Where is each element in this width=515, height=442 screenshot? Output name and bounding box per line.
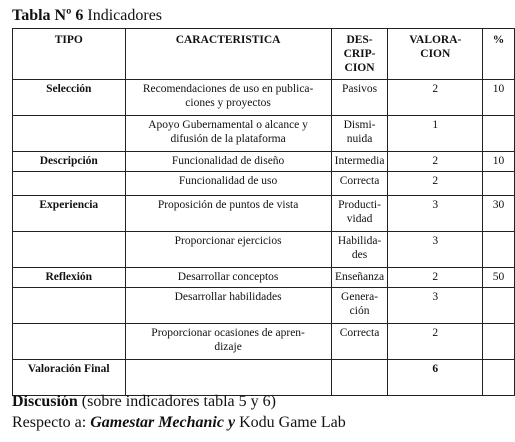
table-row	[13, 116, 515, 152]
valoracion-cell: 1	[388, 116, 483, 152]
discussion-label: Discusión	[12, 393, 78, 410]
respecto-prefix: Respecto a:	[12, 414, 91, 431]
final-valoracion: 6	[388, 360, 483, 396]
tipo-cell	[13, 232, 126, 268]
pct-cell	[483, 324, 515, 360]
caracteristica-cell: Proporcionar ocasiones de apren- dizaje	[125, 324, 331, 360]
table-row	[13, 152, 515, 172]
table-caption	[12, 6, 162, 26]
caracteristica-cell: Proposición de puntos de vista	[125, 196, 331, 232]
pct-cell: 10	[483, 80, 515, 116]
header-pct: %	[483, 29, 515, 80]
pct-cell: 50	[483, 268, 515, 288]
final-row	[13, 360, 515, 396]
tipo-cell: Reflexión	[13, 268, 126, 288]
table-row	[13, 196, 515, 232]
tipo-cell: Selección	[13, 80, 126, 116]
respecto-line	[12, 413, 346, 433]
table-row	[13, 288, 515, 324]
valoracion-cell: 3	[388, 232, 483, 268]
caracteristica-cell: Recomendaciones de uso en publica- ciones y proyectos	[125, 80, 331, 116]
descripcion-cell: Correcta	[331, 172, 388, 196]
caracteristica-cell: Funcionalidad de uso	[125, 172, 331, 196]
pct-cell	[483, 172, 515, 196]
descripcion-cell: Habilida- des	[331, 232, 388, 268]
table-number: Tabla Nº 6	[12, 7, 84, 24]
descripcion-cell: Correcta	[331, 324, 388, 360]
valoracion-cell: 2	[388, 172, 483, 196]
header-row	[13, 29, 515, 80]
discussion-line	[12, 392, 276, 412]
table-title: Indicadores	[83, 7, 163, 24]
valoracion-cell: 3	[388, 196, 483, 232]
caracteristica-cell: Desarrollar conceptos	[125, 268, 331, 288]
pct-cell: 30	[483, 196, 515, 232]
pct-cell: 10	[483, 152, 515, 172]
tipo-cell	[13, 324, 126, 360]
pct-cell	[483, 288, 515, 324]
valoracion-cell: 3	[388, 288, 483, 324]
valoracion-cell: 2	[388, 152, 483, 172]
descripcion-cell: Intermedia	[331, 152, 388, 172]
table-row	[13, 268, 515, 288]
final-empty-cell	[331, 360, 388, 396]
caracteristica-cell: Funcionalidad de diseño	[125, 152, 331, 172]
header-caracteristica: CARACTERISTICA	[125, 29, 331, 80]
indicators-table	[12, 28, 515, 396]
tipo-cell	[13, 116, 126, 152]
final-empty-cell	[125, 360, 331, 396]
valoracion-cell: 2	[388, 324, 483, 360]
discussion-text: (sobre indicadores tabla 5 y 6)	[77, 393, 276, 410]
tipo-cell	[13, 172, 126, 196]
header-valoracion: VALORA- CION	[388, 29, 483, 80]
valoracion-cell: 2	[388, 80, 483, 116]
table-row	[13, 324, 515, 360]
header-tipo: TIPO	[13, 29, 126, 80]
table-row	[13, 172, 515, 196]
tipo-cell: Experiencia	[13, 196, 126, 232]
descripcion-cell: Pasivos	[331, 80, 388, 116]
final-label: Valoración Final	[13, 360, 126, 396]
game-gamestar: Gamestar Mechanic y	[90, 414, 236, 431]
table-row	[13, 232, 515, 268]
game-kodu: Kodu Game Lab	[235, 414, 346, 431]
pct-cell	[483, 116, 515, 152]
valoracion-cell: 2	[388, 268, 483, 288]
caracteristica-cell: Proporcionar ejercicios	[125, 232, 331, 268]
table-row	[13, 80, 515, 116]
final-empty-cell	[483, 360, 515, 396]
descripcion-cell: Genera- ción	[331, 288, 388, 324]
tipo-cell: Descripción	[13, 152, 126, 172]
caracteristica-cell: Desarrollar habilidades	[125, 288, 331, 324]
caracteristica-cell: Apoyo Gubernamental o alcance y difusión de la plataforma	[125, 116, 331, 152]
tipo-cell	[13, 288, 126, 324]
descripcion-cell: Producti- vidad	[331, 196, 388, 232]
header-descripcion: DES- CRIP- CION	[331, 29, 388, 80]
pct-cell	[483, 232, 515, 268]
descripcion-cell: Dismi- nuida	[331, 116, 388, 152]
descripcion-cell: Enseñanza	[331, 268, 388, 288]
